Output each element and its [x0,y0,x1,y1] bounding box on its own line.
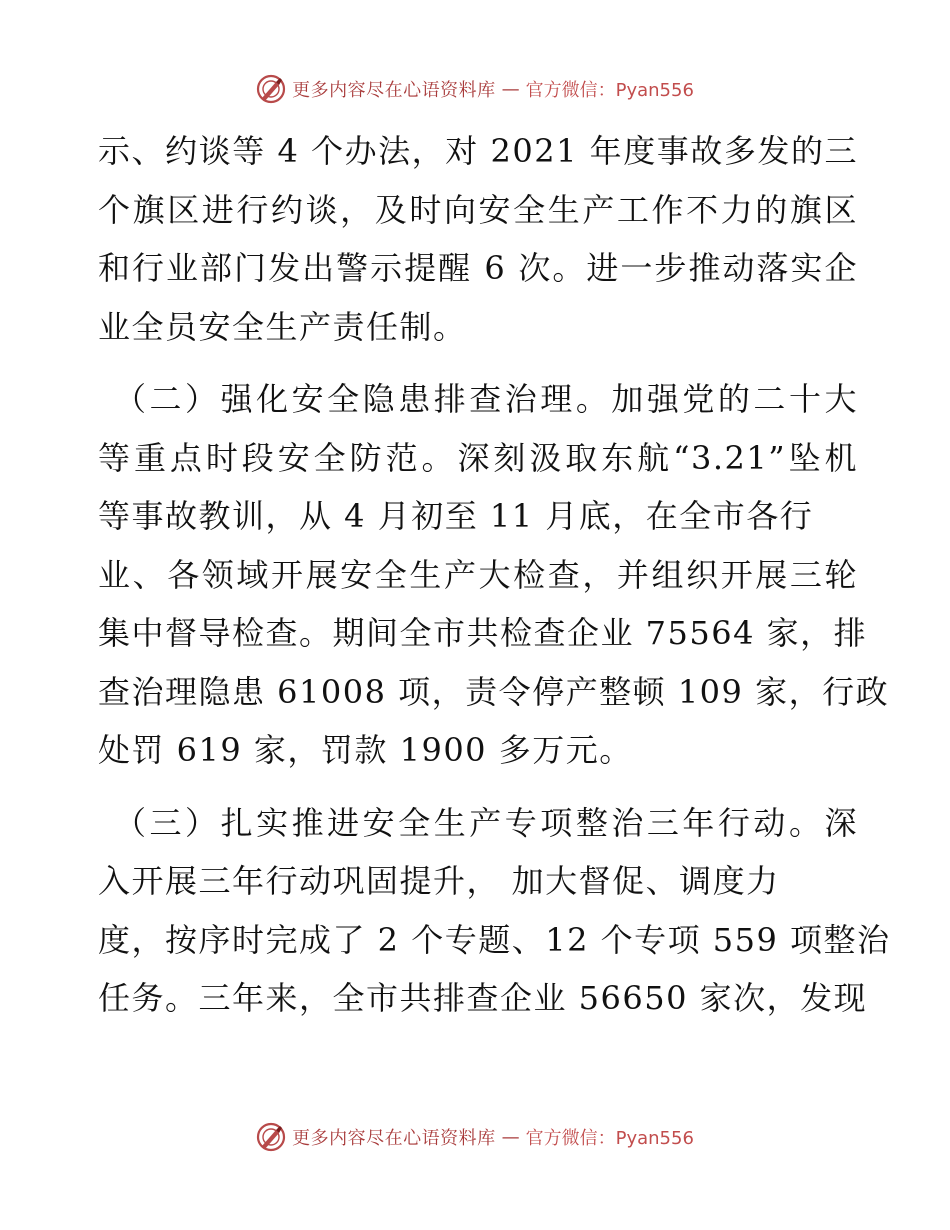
pen-logo-icon [256,74,286,104]
watermark-contact: 官方微信：Pyan556 [525,80,694,101]
text-line: 业全员安全生产责任制。 [98,307,467,346]
text-line: 个旗区进行约谈，及时向安全生产工作不力的旗区 [98,190,858,229]
watermark-separator: — [501,1126,520,1148]
section-heading-line: （三）扎实推进安全生产专项整治三年行动。深 [114,803,858,842]
paragraph-1 [98,122,858,356]
footer-watermark [0,1122,950,1152]
text-line: 等重点时段安全防范。深刻汲取东航“3.21”坠机 [98,438,858,477]
text-line: 度，按序时完成了 2 个专题、12 个专项 559 项整治 [98,920,891,959]
text-line: 处罚 619 家，罚款 1900 多万元。 [98,731,633,769]
watermark-contact: 官方微信：Pyan556 [525,1128,694,1149]
paragraph-2 [98,370,890,780]
watermark-brand: 更多内容尽在心语资料库 [292,1128,496,1149]
text-line: 业、各领域开展安全生产大检查，并组织开展三轮 [98,555,858,594]
document-body [98,122,891,1028]
text-line: 入开展三年行动巩固提升， 加大督促、调度力 [98,862,780,900]
pen-logo-icon [256,1122,286,1152]
paragraph-3 [98,794,891,1028]
text-line: 等事故教训，从 4 月初至 11 月底，在全市各行 [98,497,814,535]
text-line: 查治理隐患 61008 项，责令停产整顿 109 家，行政 [98,672,890,711]
text-line: 和行业部门发出警示提醒 6 次。进一步推动落实企 [98,249,858,287]
header-watermark [0,74,950,104]
text-line: 集中督导检查。期间全市共检查企业 75564 家，排 [98,614,868,652]
text-line: 示、约谈等 4 个办法，对 2021 年度事故多发的三 [98,132,858,170]
text-line: 任务。三年来，全市共排查企业 56650 家次，发现 [98,979,868,1017]
section-heading-line: （二）强化安全隐患排查治理。加强党的二十大 [114,380,858,418]
watermark-brand: 更多内容尽在心语资料库 [292,80,496,101]
watermark-separator: — [501,78,520,100]
